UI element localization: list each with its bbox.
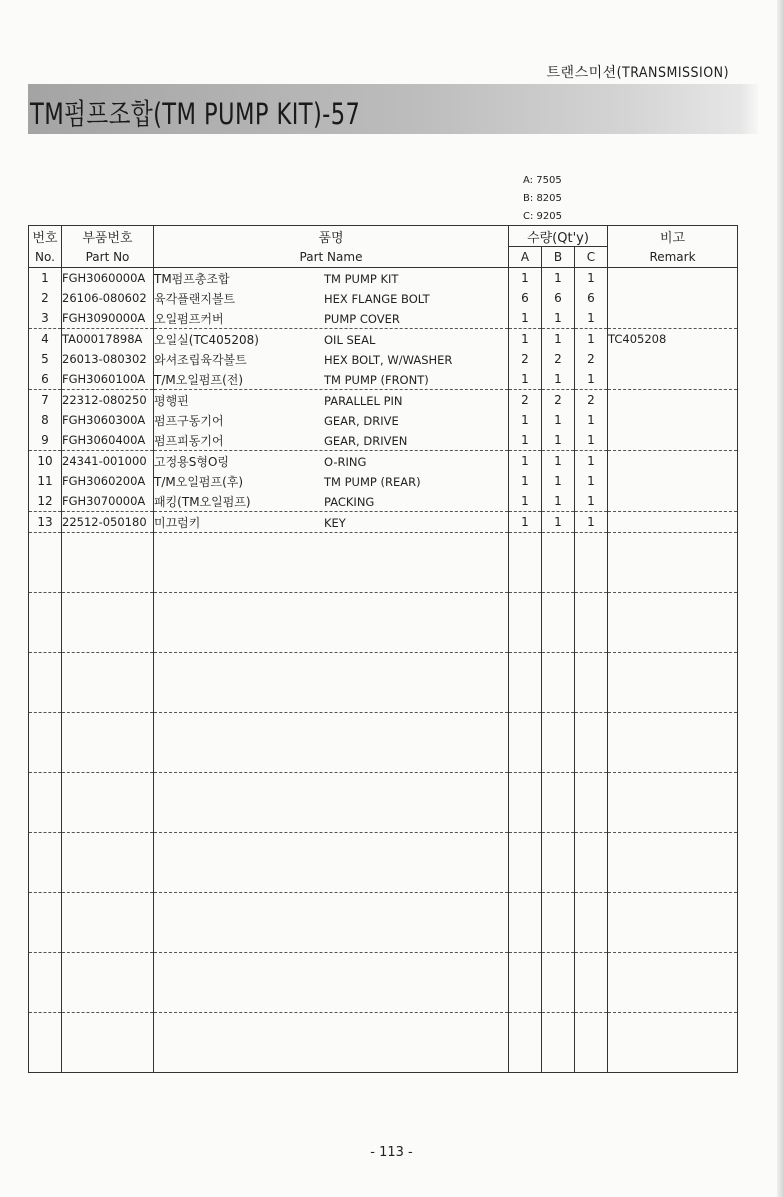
row-number: 13 (29, 512, 62, 533)
remark: TC405208 (608, 329, 738, 350)
title-band-fade (740, 84, 758, 134)
empty-cell (29, 893, 62, 953)
table-row (29, 308, 738, 329)
table-header-row-en (29, 247, 738, 268)
empty-cell (542, 593, 575, 653)
parts-table (28, 225, 738, 1073)
empty-cell (62, 773, 154, 833)
part-name-en: PUMP COVER (324, 311, 400, 326)
empty-cell (575, 833, 608, 893)
part-name-en: GEAR, DRIVEN (324, 433, 408, 448)
part-name-en: GEAR, DRIVE (324, 413, 399, 428)
remark (608, 512, 738, 533)
table-row (29, 491, 738, 512)
part-name-ko: 오일펌프커버 (154, 311, 224, 326)
empty-cell (29, 653, 62, 713)
empty-cell (154, 653, 509, 713)
part-number: 26013-080302 (62, 349, 154, 369)
qty-a: 1 (509, 369, 542, 390)
qty-b: 1 (542, 491, 575, 512)
part-name (154, 430, 509, 451)
row-number: 4 (29, 329, 62, 350)
empty-cell (542, 713, 575, 773)
empty-cell (62, 833, 154, 893)
empty-cell (509, 713, 542, 773)
qty-c: 1 (575, 369, 608, 390)
empty-cell (29, 533, 62, 593)
part-number: FGH3060400A (62, 430, 154, 451)
part-number: 26106-080602 (62, 288, 154, 308)
table-row (29, 451, 738, 472)
table-row (29, 410, 738, 430)
empty-cell (154, 713, 509, 773)
table-row (29, 349, 738, 369)
part-name-ko: 패킹(TM오일펌프) (154, 494, 251, 509)
table-row (29, 329, 738, 350)
empty-cell (509, 1013, 542, 1073)
empty-row (29, 593, 738, 653)
remark (608, 471, 738, 491)
page-title: TM펌프조합(TM PUMP KIT)-57 (30, 97, 361, 131)
empty-cell (509, 533, 542, 593)
qty-a: 1 (509, 451, 542, 472)
empty-cell (509, 593, 542, 653)
empty-cell (575, 713, 608, 773)
empty-row (29, 653, 738, 713)
qty-c: 1 (575, 451, 608, 472)
empty-cell (542, 893, 575, 953)
part-name-ko: T/M오일펌프(전) (154, 372, 244, 387)
header-qty-a: A (509, 247, 542, 268)
empty-cell (542, 773, 575, 833)
qty-b: 2 (542, 390, 575, 411)
qty-b: 1 (542, 451, 575, 472)
part-name (154, 329, 509, 350)
empty-cell (575, 593, 608, 653)
table-header-row-ko (29, 226, 738, 247)
header-no-ko: 번호 (29, 226, 62, 247)
remark (608, 451, 738, 472)
empty-cell (575, 653, 608, 713)
header-name-ko: 품명 (154, 226, 509, 247)
header-name-en: Part Name (154, 247, 509, 268)
model-a: A: 7505 (523, 175, 562, 186)
header-no-en: No. (29, 247, 62, 268)
part-name (154, 390, 509, 411)
qty-a: 1 (509, 430, 542, 451)
part-number: FGH3060300A (62, 410, 154, 430)
empty-cell (509, 953, 542, 1013)
empty-cell (542, 533, 575, 593)
empty-cell (62, 953, 154, 1013)
empty-cell (542, 953, 575, 1013)
empty-cell (509, 653, 542, 713)
empty-cell (608, 893, 738, 953)
qty-c: 6 (575, 288, 608, 308)
qty-a: 1 (509, 471, 542, 491)
qty-b: 1 (542, 512, 575, 533)
row-number: 11 (29, 471, 62, 491)
model-legend (523, 172, 562, 226)
part-name-ko: 펌프구동기어 (154, 413, 224, 428)
empty-row (29, 773, 738, 833)
empty-cell (62, 653, 154, 713)
qty-a: 6 (509, 288, 542, 308)
empty-cell (154, 1013, 509, 1073)
qty-c: 1 (575, 512, 608, 533)
empty-row (29, 893, 738, 953)
empty-cell (154, 773, 509, 833)
empty-cell (608, 833, 738, 893)
table-row (29, 288, 738, 308)
part-name-ko: 육각플랜지볼트 (154, 291, 236, 306)
row-number: 12 (29, 491, 62, 512)
part-number: 24341-001000 (62, 451, 154, 472)
remark (608, 349, 738, 369)
header-remark-ko: 비고 (608, 226, 738, 247)
empty-cell (62, 713, 154, 773)
empty-cell (608, 593, 738, 653)
empty-row (29, 713, 738, 773)
part-number: FGH3060200A (62, 471, 154, 491)
qty-b: 1 (542, 430, 575, 451)
part-name-en: TM PUMP (REAR) (324, 474, 421, 489)
qty-c: 1 (575, 491, 608, 512)
part-number: FGH3070000A (62, 491, 154, 512)
part-name (154, 308, 509, 329)
header-part-no-ko: 부품번호 (62, 226, 154, 247)
empty-cell (154, 593, 509, 653)
remark (608, 491, 738, 512)
remark (608, 369, 738, 390)
qty-c: 1 (575, 471, 608, 491)
part-name-en: PARALLEL PIN (324, 393, 403, 408)
qty-a: 1 (509, 308, 542, 329)
model-c: C: 9205 (523, 211, 562, 222)
empty-cell (575, 533, 608, 593)
qty-b: 1 (542, 369, 575, 390)
remark (608, 308, 738, 329)
part-name-ko: 평행핀 (154, 393, 189, 408)
part-name-ko: 와셔조립육각볼트 (154, 352, 247, 367)
row-number: 3 (29, 308, 62, 329)
part-name-en: O-RING (324, 454, 367, 469)
empty-cell (542, 653, 575, 713)
qty-b: 1 (542, 471, 575, 491)
header-qty-b: B (542, 247, 575, 268)
part-name-ko: TM펌프총조합 (154, 271, 230, 286)
remark (608, 410, 738, 430)
row-number: 5 (29, 349, 62, 369)
qty-b: 6 (542, 288, 575, 308)
qty-c: 1 (575, 430, 608, 451)
empty-cell (608, 653, 738, 713)
empty-cell (608, 773, 738, 833)
empty-cell (29, 1013, 62, 1073)
table-row (29, 471, 738, 491)
empty-cell (62, 893, 154, 953)
part-name-en: TM PUMP (FRONT) (324, 372, 429, 387)
empty-cell (29, 773, 62, 833)
qty-b: 1 (542, 329, 575, 350)
part-name (154, 491, 509, 512)
part-name-ko: 미끄럼키 (154, 515, 201, 530)
table-row (29, 268, 738, 289)
part-name-en: PACKING (324, 494, 375, 509)
part-name (154, 512, 509, 533)
row-number: 9 (29, 430, 62, 451)
part-number: 22312-080250 (62, 390, 154, 411)
part-name (154, 451, 509, 472)
qty-b: 1 (542, 410, 575, 430)
empty-cell (575, 1013, 608, 1073)
part-name-en: HEX FLANGE BOLT (324, 291, 430, 306)
part-number: FGH3090000A (62, 308, 154, 329)
part-name (154, 288, 509, 308)
row-number: 2 (29, 288, 62, 308)
qty-a: 1 (509, 410, 542, 430)
empty-cell (62, 593, 154, 653)
empty-cell (154, 893, 509, 953)
empty-row (29, 953, 738, 1013)
qty-b: 2 (542, 349, 575, 369)
qty-b: 1 (542, 268, 575, 289)
row-number: 6 (29, 369, 62, 390)
remark (608, 268, 738, 289)
part-name (154, 349, 509, 369)
empty-cell (154, 533, 509, 593)
table-row (29, 390, 738, 411)
part-number: TA00017898A (62, 329, 154, 350)
qty-a: 1 (509, 512, 542, 533)
empty-cell (575, 953, 608, 1013)
header-qty-c: C (575, 247, 608, 268)
qty-b: 1 (542, 308, 575, 329)
table-row (29, 512, 738, 533)
part-name-en: KEY (324, 515, 346, 530)
qty-c: 1 (575, 410, 608, 430)
empty-cell (29, 833, 62, 893)
table-row (29, 430, 738, 451)
empty-cell (608, 1013, 738, 1073)
part-name-en: TM PUMP KIT (324, 271, 399, 286)
empty-cell (509, 773, 542, 833)
empty-cell (154, 953, 509, 1013)
qty-c: 1 (575, 308, 608, 329)
empty-cell (29, 593, 62, 653)
part-name (154, 268, 509, 289)
qty-c: 1 (575, 329, 608, 350)
empty-cell (575, 893, 608, 953)
row-number: 7 (29, 390, 62, 411)
qty-a: 1 (509, 268, 542, 289)
empty-row (29, 833, 738, 893)
parts-table-body (29, 268, 738, 1073)
qty-a: 1 (509, 491, 542, 512)
part-name-ko: T/M오일펌프(후) (154, 474, 244, 489)
empty-row (29, 533, 738, 593)
empty-cell (608, 713, 738, 773)
part-name-en: HEX BOLT, W/WASHER (324, 352, 453, 367)
empty-cell (62, 533, 154, 593)
part-number: FGH3060100A (62, 369, 154, 390)
empty-cell (29, 713, 62, 773)
part-number: FGH3060000A (62, 268, 154, 289)
empty-cell (575, 773, 608, 833)
empty-cell (62, 1013, 154, 1073)
part-name-en: OIL SEAL (324, 332, 376, 347)
table-row (29, 369, 738, 390)
part-number: 22512-050180 (62, 512, 154, 533)
qty-a: 2 (509, 349, 542, 369)
qty-a: 1 (509, 329, 542, 350)
part-name-ko: 오일실(TC405208) (154, 332, 259, 347)
empty-cell (29, 953, 62, 1013)
header-qty-ko: 수량(Qt'y) (509, 226, 608, 247)
qty-a: 2 (509, 390, 542, 411)
row-number: 8 (29, 410, 62, 430)
part-name (154, 410, 509, 430)
part-name (154, 369, 509, 390)
header-remark-en: Remark (608, 247, 738, 268)
qty-c: 2 (575, 390, 608, 411)
empty-cell (154, 833, 509, 893)
empty-cell (608, 533, 738, 593)
qty-c: 2 (575, 349, 608, 369)
header-part-no-en: Part No (62, 247, 154, 268)
page-number: - 113 - (370, 1145, 413, 1160)
row-number: 10 (29, 451, 62, 472)
part-name-ko: 고정용S형O링 (154, 454, 230, 469)
empty-cell (608, 953, 738, 1013)
remark (608, 390, 738, 411)
empty-cell (542, 1013, 575, 1073)
remark (608, 288, 738, 308)
part-name-ko: 펌프피동기어 (154, 433, 224, 448)
section-title: 트랜스미션(TRANSMISSION) (546, 65, 729, 81)
model-b: B: 8205 (523, 193, 562, 204)
qty-c: 1 (575, 268, 608, 289)
remark (608, 430, 738, 451)
empty-cell (509, 833, 542, 893)
row-number: 1 (29, 268, 62, 289)
empty-cell (542, 833, 575, 893)
page-edge (777, 0, 783, 1197)
part-name (154, 471, 509, 491)
empty-row (29, 1013, 738, 1073)
empty-cell (509, 893, 542, 953)
